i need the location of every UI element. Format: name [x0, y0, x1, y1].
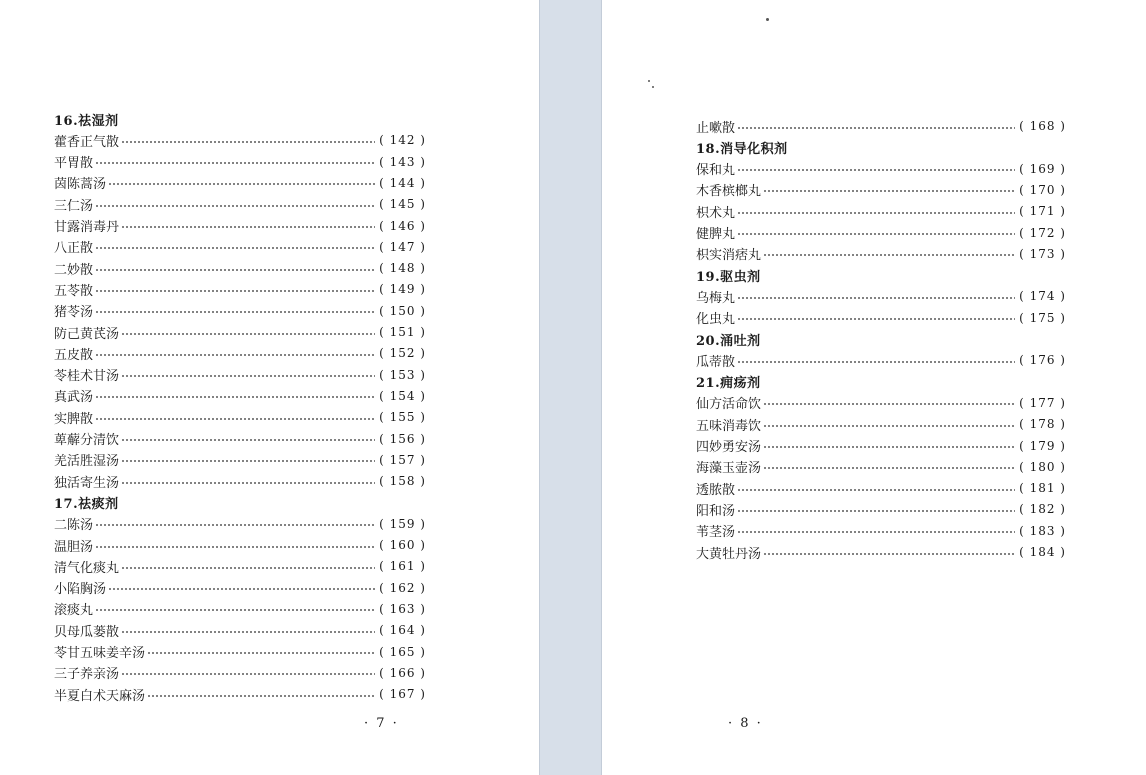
entry-page-ref: ( 152 ) — [379, 346, 426, 361]
entry-page-ref: ( 174 ) — [1019, 289, 1066, 304]
toc-entry — [696, 244, 1066, 264]
toc-entry — [696, 180, 1066, 200]
section-heading: 18.消导化积剂 — [696, 141, 788, 157]
entry-page-ref: ( 164 ) — [379, 623, 426, 638]
entry-page-ref: ( 179 ) — [1019, 438, 1066, 453]
toc-entry — [54, 450, 426, 470]
entry-page-ref: ( 151 ) — [379, 325, 426, 339]
scan-speck — [648, 80, 650, 82]
dot-leader — [763, 446, 1015, 448]
entry-title: 五皮散 — [54, 347, 94, 363]
dot-leader — [763, 553, 1015, 555]
entry-page-ref: ( 166 ) — [379, 665, 426, 680]
entry-title: 羌活胜湿汤 — [54, 454, 120, 470]
entry-title: 仙方活命饮 — [696, 397, 762, 413]
entry-page-ref: ( 162 ) — [379, 580, 426, 595]
dot-leader — [737, 510, 1015, 512]
entry-page-ref: ( 180 ) — [1019, 459, 1066, 474]
document-page-7[interactable] — [0, 0, 539, 775]
toc-entry — [54, 237, 426, 257]
dot-leader — [763, 403, 1015, 405]
dot-leader — [95, 290, 375, 292]
toc-entry — [54, 471, 426, 491]
entry-page-ref: ( 159 ) — [379, 516, 426, 531]
entry-page-ref: ( 149 ) — [379, 282, 426, 297]
entry-page-ref: ( 176 ) — [1019, 353, 1066, 368]
dot-leader — [121, 482, 375, 484]
entry-page-ref: ( 142 ) — [379, 133, 426, 148]
dot-leader — [95, 354, 375, 356]
toc-entry — [54, 556, 426, 576]
entry-title: 透脓散 — [696, 482, 736, 498]
toc-entry — [54, 173, 426, 193]
toc-entry — [696, 393, 1066, 413]
section-heading: 19.驱虫剂 — [696, 269, 761, 285]
entry-title: 三仁汤 — [54, 198, 94, 214]
toc-entry — [696, 478, 1066, 498]
entry-page-ref: ( 177 ) — [1019, 395, 1066, 410]
page-number: · 7 · — [364, 716, 399, 731]
entry-page-ref: ( 144 ) — [379, 175, 426, 190]
section-heading: 17.祛痰剂 — [54, 496, 119, 512]
entry-title: 瓜蒂散 — [696, 354, 736, 370]
dot-leader — [95, 311, 375, 313]
dot-leader — [763, 467, 1015, 469]
dot-leader — [737, 127, 1015, 129]
entry-page-ref: ( 178 ) — [1019, 417, 1066, 432]
dot-leader — [737, 297, 1015, 299]
dot-leader — [763, 190, 1015, 192]
toc-entry — [696, 223, 1066, 243]
toc-entry — [54, 429, 426, 449]
page-number: · 8 · — [728, 716, 763, 731]
entry-page-ref: ( 172 ) — [1019, 225, 1066, 240]
dot-leader — [95, 205, 375, 207]
toc-entry — [696, 457, 1066, 477]
dot-leader — [121, 673, 375, 675]
toc-entry — [54, 279, 426, 299]
entry-page-ref: ( 184 ) — [1019, 545, 1066, 559]
toc-entry — [54, 343, 426, 363]
entry-page-ref: ( 147 ) — [379, 239, 426, 254]
entry-title: 保和丸 — [696, 163, 736, 179]
entry-page-ref: ( 146 ) — [379, 218, 426, 233]
dot-leader — [95, 418, 375, 420]
entry-title: 小陷胸汤 — [54, 582, 107, 598]
dot-leader — [121, 567, 375, 569]
entry-page-ref: ( 156 ) — [379, 431, 426, 446]
dot-leader — [737, 489, 1015, 491]
entry-title: 滚痰丸 — [54, 603, 94, 619]
entry-page-ref: ( 170 ) — [1019, 182, 1066, 197]
entry-title: 甘露消毒丹 — [54, 220, 120, 235]
dot-leader — [763, 254, 1015, 256]
toc-entry — [54, 386, 426, 406]
dot-leader — [95, 546, 375, 548]
entry-page-ref: ( 168 ) — [1019, 119, 1066, 133]
entry-title: 二陈汤 — [54, 518, 94, 534]
entry-title: 大黄牡丹汤 — [696, 546, 762, 562]
scan-speck — [652, 86, 654, 88]
dot-leader — [95, 162, 375, 164]
entry-page-ref: ( 160 ) — [379, 538, 426, 552]
entry-title: 木香槟榔丸 — [696, 184, 762, 200]
entry-title: 枳实消痞丸 — [696, 248, 762, 264]
document-page-8[interactable] — [602, 0, 1146, 775]
dot-leader — [737, 169, 1015, 171]
entry-page-ref: ( 169 ) — [1019, 161, 1066, 176]
dot-leader — [121, 460, 375, 462]
entry-title: 贝母瓜蒌散 — [54, 624, 120, 640]
dot-leader — [147, 695, 375, 697]
dot-leader — [95, 609, 375, 611]
entry-title: 半夏白术天麻汤 — [54, 688, 146, 704]
entry-title: 阳和汤 — [696, 503, 736, 519]
entry-page-ref: ( 175 ) — [1019, 310, 1066, 325]
toc-entry — [696, 436, 1066, 456]
entry-title: 五苓散 — [54, 283, 94, 299]
toc-entry — [54, 599, 426, 619]
entry-page-ref: ( 157 ) — [379, 452, 426, 467]
toc-entry — [696, 308, 1066, 328]
entry-title: 乌梅丸 — [696, 290, 736, 306]
entry-page-ref: ( 148 ) — [379, 261, 426, 276]
toc-entry — [54, 535, 426, 555]
dot-leader — [95, 269, 375, 271]
dot-leader — [121, 333, 375, 335]
entry-page-ref: ( 143 ) — [379, 154, 426, 169]
toc-entry — [54, 514, 426, 534]
page-gutter — [539, 0, 602, 775]
entry-title: 真武汤 — [54, 390, 94, 406]
toc-entry — [54, 578, 426, 598]
toc-entry — [696, 159, 1066, 179]
entry-title: 枳术丸 — [696, 205, 736, 221]
entry-title: 苓甘五味姜辛汤 — [54, 646, 146, 661]
toc-entry — [54, 152, 426, 172]
entry-page-ref: ( 150 ) — [379, 303, 426, 318]
entry-page-ref: ( 183 ) — [1019, 523, 1066, 538]
toc-entry — [54, 663, 426, 683]
entry-title: 茵陈蒿汤 — [54, 177, 107, 193]
entry-page-ref: ( 167 ) — [379, 687, 426, 702]
toc-entry — [54, 620, 426, 640]
entry-page-ref: ( 171 ) — [1019, 204, 1066, 219]
entry-title: 防己黄芪汤 — [54, 326, 120, 342]
dot-leader — [121, 375, 375, 377]
toc-entry — [54, 407, 426, 427]
toc-entry — [54, 216, 426, 236]
entry-page-ref: ( 163 ) — [379, 601, 426, 616]
dot-leader — [737, 233, 1015, 235]
entry-page-ref: ( 154 ) — [379, 388, 426, 403]
entry-page-ref: ( 155 ) — [379, 410, 426, 425]
entry-title: 实脾散 — [54, 411, 94, 427]
entry-title: 海藻玉壶汤 — [696, 461, 762, 477]
entry-title: 化虫丸 — [696, 312, 736, 328]
toc-entry — [54, 322, 426, 342]
entry-page-ref: ( 161 ) — [379, 559, 426, 574]
section-heading: 20.涌吐剂 — [696, 333, 761, 349]
entry-title: 猪苓汤 — [54, 305, 94, 321]
entry-title: 独活寄生汤 — [54, 475, 120, 491]
entry-title: 苇茎汤 — [696, 525, 736, 541]
toc-entry — [696, 499, 1066, 519]
section-heading: 16.祛湿剂 — [54, 113, 119, 129]
toc-entry — [696, 116, 1066, 136]
entry-page-ref: ( 181 ) — [1019, 481, 1066, 496]
dot-leader — [737, 212, 1015, 214]
dot-leader — [95, 247, 375, 249]
toc-entry — [54, 194, 426, 214]
toc-entry — [54, 684, 426, 704]
toc-entry — [696, 414, 1066, 434]
entry-title: 温胆汤 — [54, 539, 94, 555]
toc-entry — [696, 350, 1066, 370]
entry-title: 四妙勇安汤 — [696, 440, 762, 455]
dot-leader — [95, 524, 375, 526]
scan-speck — [766, 18, 769, 21]
entry-page-ref: ( 158 ) — [379, 474, 426, 489]
dot-leader — [737, 531, 1015, 533]
dot-leader — [147, 652, 375, 654]
entry-page-ref: ( 182 ) — [1019, 502, 1066, 517]
entry-title: 三子养亲汤 — [54, 667, 120, 683]
toc-entry — [54, 258, 426, 278]
entry-title: 苓桂术甘汤 — [54, 369, 120, 385]
entry-title: 止嗽散 — [696, 120, 736, 136]
toc-entry — [54, 365, 426, 385]
entry-title: 藿香正气散 — [54, 134, 120, 150]
entry-page-ref: ( 145 ) — [379, 197, 426, 212]
dot-leader — [108, 588, 375, 590]
entry-title: 平胃散 — [54, 156, 94, 172]
toc-entry — [696, 521, 1066, 541]
section-heading: 21.痈疡剂 — [696, 376, 761, 392]
dot-leader — [121, 631, 375, 633]
entry-page-ref: ( 173 ) — [1019, 246, 1066, 261]
entry-title: 二妙散 — [54, 262, 94, 278]
dot-leader — [121, 439, 375, 441]
entry-title: 萆薢分清饮 — [54, 433, 120, 448]
entry-title: 清气化痰丸 — [54, 560, 120, 576]
toc-entry — [54, 301, 426, 321]
dot-leader — [763, 425, 1015, 427]
dot-leader — [737, 361, 1015, 363]
toc-entry — [696, 286, 1066, 306]
toc-entry — [696, 542, 1066, 562]
entry-title: 八正散 — [54, 241, 94, 257]
entry-title: 五味消毒饮 — [696, 418, 762, 434]
dot-leader — [108, 183, 375, 185]
dot-leader — [737, 318, 1015, 320]
dot-leader — [121, 141, 375, 143]
dot-leader — [95, 396, 375, 398]
entry-title: 健脾丸 — [696, 227, 736, 242]
entry-page-ref: ( 165 ) — [379, 644, 426, 659]
toc-entry — [54, 130, 426, 150]
toc-entry — [696, 201, 1066, 221]
dot-leader — [121, 226, 375, 228]
toc-entry — [54, 642, 426, 662]
entry-page-ref: ( 153 ) — [379, 367, 426, 382]
